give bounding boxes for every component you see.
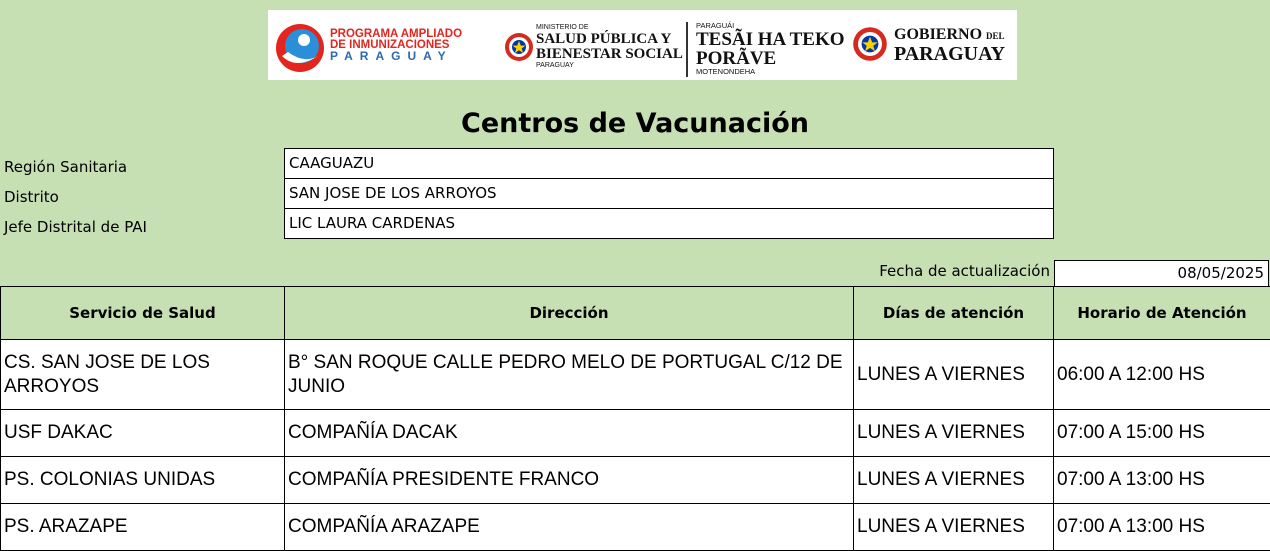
header-dias: Días de atención (854, 287, 1054, 340)
paraguay-seal-icon (504, 32, 534, 62)
jefe-label: Jefe Distrital de PAI (4, 218, 147, 236)
cell-dias[interactable]: LUNES A VIERNES (854, 504, 1054, 551)
msp-logo-text (536, 24, 683, 70)
cell-servicio[interactable]: PS. COLONIAS UNIDAS (1, 457, 285, 504)
cell-direccion[interactable]: COMPAÑÍA DACAK (285, 410, 854, 457)
table-row (1, 340, 1270, 410)
logo-banner (268, 10, 1017, 80)
pai-line-3: PARAGUAY (330, 51, 462, 62)
cell-servicio[interactable]: USF DAKAC (1, 410, 285, 457)
gob-line-1: GOBIERNO (894, 26, 982, 43)
msp-line-3: BIENESTAR SOCIAL (536, 47, 683, 62)
cell-direccion[interactable]: COMPAÑÍA ARAZAPE (285, 504, 854, 551)
gob-line-2: PARAGUAY (894, 45, 1005, 63)
cell-dias[interactable]: LUNES A VIERNES (854, 410, 1054, 457)
pai-logo-text (330, 29, 462, 62)
tesai-logo-text (696, 22, 845, 76)
pai-line-2: DE INMUNIZACIONES (330, 40, 462, 51)
fecha-label: Fecha de actualización (879, 262, 1050, 280)
gobierno-seal-icon (852, 26, 888, 62)
table-row (1, 410, 1270, 457)
distrito-label: Distrito (4, 188, 59, 206)
cell-direccion[interactable]: COMPAÑÍA PRESIDENTE FRANCO (285, 457, 854, 504)
msp-line-2: SALUD PÚBLICA Y (536, 32, 683, 47)
table-row (1, 504, 1270, 551)
centros-table (0, 286, 1270, 551)
pai-line-1: PROGRAMA AMPLIADO (330, 29, 462, 40)
cell-dias[interactable]: LUNES A VIERNES (854, 457, 1054, 504)
cell-horario[interactable]: 06:00 A 12:00 HS (1054, 340, 1270, 410)
tesai-line-4: MOTENONDEHA (696, 68, 845, 76)
region-value[interactable]: CAAGUAZU (284, 148, 1054, 179)
cell-servicio[interactable]: PS. ARAZAPE (1, 504, 285, 551)
cell-servicio[interactable]: CS. SAN JOSE DE LOS ARROYOS (1, 340, 285, 410)
cell-horario[interactable]: 07:00 A 13:00 HS (1054, 504, 1270, 551)
gobierno-logo-text (894, 26, 1005, 63)
tesai-line-2: TESÃI HA TEKO (696, 30, 845, 49)
region-label: Región Sanitaria (4, 158, 127, 176)
logo-divider (686, 22, 688, 77)
header-horario: Horario de Atención (1054, 287, 1270, 340)
cell-horario[interactable]: 07:00 A 15:00 HS (1054, 410, 1270, 457)
cell-dias[interactable]: LUNES A VIERNES (854, 340, 1054, 410)
page-title: Centros de Vacunación (0, 108, 1270, 139)
table-row (1, 457, 1270, 504)
fecha-value[interactable]: 08/05/2025 (1054, 260, 1269, 287)
tesai-line-3: PORÃVE (696, 49, 845, 68)
msp-line-4: PARAGUAY (536, 62, 683, 70)
cell-direccion[interactable]: B° SAN ROQUE CALLE PEDRO MELO DE PORTUGAL C/12 DE JUNIO (285, 340, 854, 410)
header-direccion: Dirección (285, 287, 854, 340)
cell-horario[interactable]: 07:00 A 13:00 HS (1054, 457, 1270, 504)
distrito-value[interactable]: SAN JOSE DE LOS ARROYOS (284, 178, 1054, 209)
table-header-row (1, 287, 1270, 340)
jefe-value[interactable]: LIC LAURA CARDENAS (284, 208, 1054, 239)
header-servicio: Servicio de Salud (1, 287, 285, 340)
pai-logo-icon (274, 22, 326, 74)
msp-line-1: MINISTERIO DE (536, 24, 683, 32)
tesai-line-1: PARAGUÁI (696, 22, 845, 30)
gob-del: DEL (986, 31, 1005, 41)
